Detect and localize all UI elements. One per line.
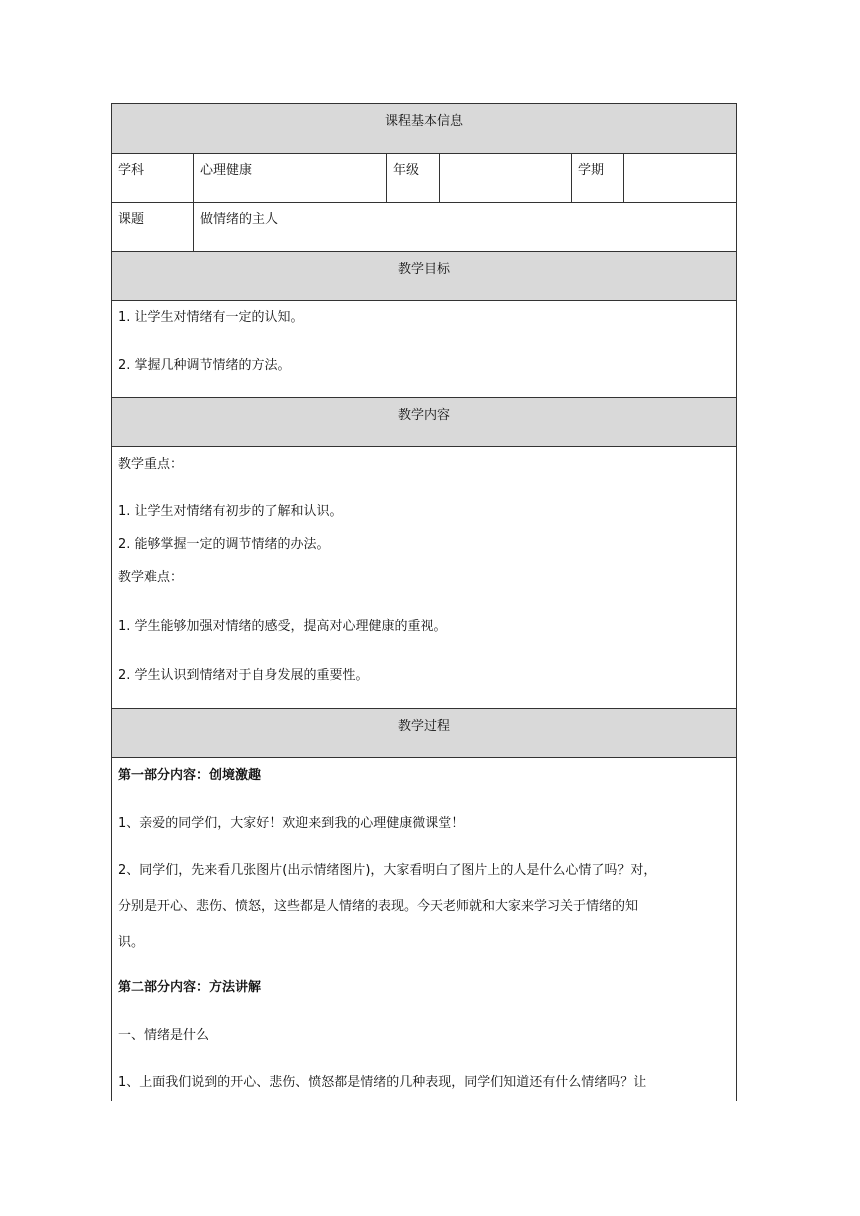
subject-label: 学科 [112, 154, 194, 202]
objective-item: 1. 让学生对情绪有一定的认知。 [118, 310, 304, 325]
basic-info-header-text: 课程基本信息 [384, 114, 463, 129]
process-paragraph: 2、同学们，先来看几张图片(出示情绪图片)，大家看明白了图片上的人是什么心情了吗？对， [118, 863, 657, 878]
part2-title: 第二部分内容：方法讲解 [118, 980, 262, 995]
difficulty-item: 1. 学生能够加强对情绪的感受，提高对心理健康的重视。 [118, 619, 447, 634]
key-point-item: 1. 让学生对情绪有初步的了解和认识。 [118, 504, 343, 519]
difficulty-item: 2. 学生认识到情绪对于自身发展的重要性。 [118, 668, 369, 683]
lesson-plan-table [111, 103, 737, 1101]
grade-label: 年级 [387, 154, 440, 202]
topic-row [112, 203, 736, 252]
process-header-text: 教学过程 [397, 719, 450, 734]
subject-value: 心理健康 [194, 154, 387, 202]
basic-info-header [112, 104, 736, 154]
content-body [112, 447, 736, 709]
content-header-text: 教学内容 [397, 408, 450, 423]
term-label: 学期 [572, 154, 624, 202]
key-points-label: 教学重点： [118, 457, 184, 472]
content-header [112, 398, 736, 447]
part1-title: 第一部分内容：创境激趣 [118, 768, 262, 783]
process-body [112, 758, 736, 1102]
objectives-header-text: 教学目标 [397, 262, 450, 277]
process-paragraph: 识。 [118, 935, 145, 950]
topic-value: 做情绪的主人 [200, 212, 279, 227]
process-paragraph: 1、上面我们说到的开心、悲伤、愤怒都是情绪的几种表现，同学们知道还有什么情绪吗？让 [118, 1075, 647, 1090]
process-paragraph: 分别是开心、悲伤、愤怒，这些都是人情绪的表现。今天老师就和大家来学习关于情绪的知 [118, 899, 639, 914]
subject-row [112, 154, 736, 203]
grade-value [440, 154, 572, 202]
process-subheading: 一、情绪是什么 [118, 1028, 210, 1043]
key-point-item: 2. 能够掌握一定的调节情绪的办法。 [118, 537, 330, 552]
process-header [112, 709, 736, 758]
term-value [624, 154, 736, 202]
topic-label: 课题 [112, 203, 194, 251]
process-paragraph: 1、亲爱的同学们，大家好！欢迎来到我的心理健康微课堂！ [118, 816, 465, 831]
objectives-header [112, 252, 736, 301]
objectives-body [112, 301, 736, 398]
difficulties-label: 教学难点： [118, 570, 184, 585]
objective-item: 2. 掌握几种调节情绪的方法。 [118, 358, 291, 373]
